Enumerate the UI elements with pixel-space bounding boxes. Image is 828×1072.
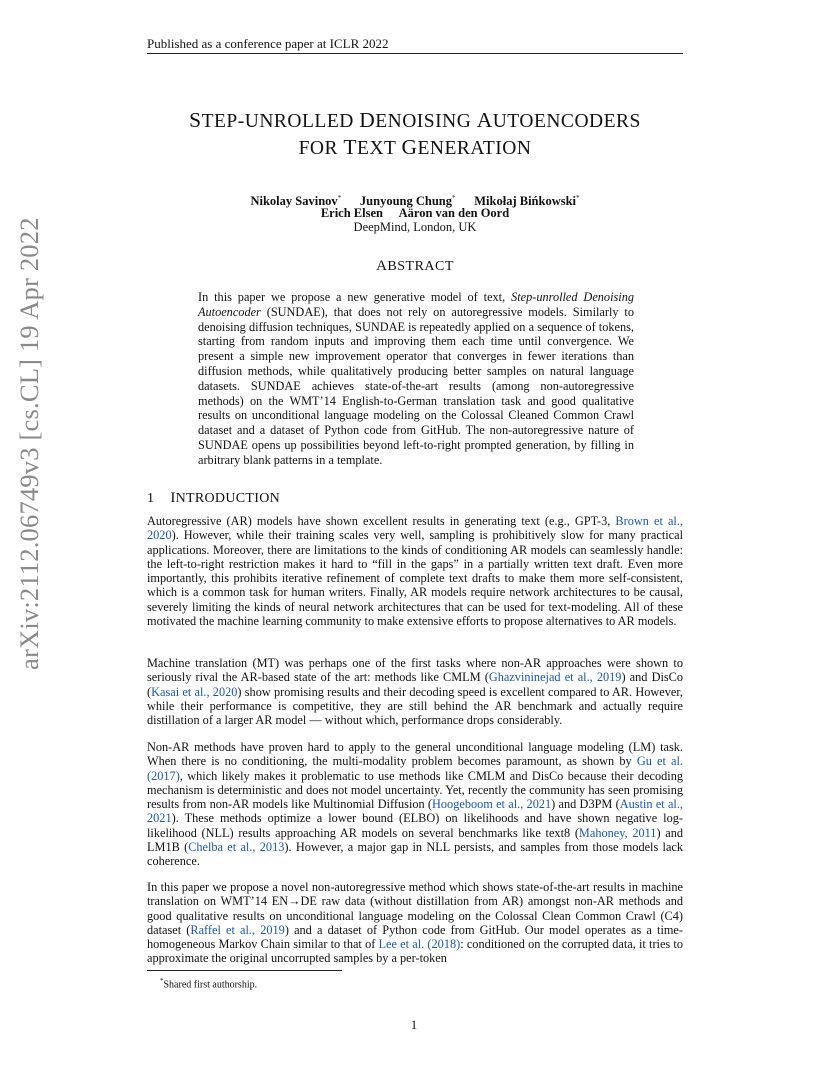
intro-paragraph-3: Non-AR methods have proven hard to apply to the general unconditional language modeling (LM) task. When there is no conditioning, the multi-modality problem becomes paramount, as shown by Gu et al. (2017), which likely makes it problematic to use methods like CMLM and DisCo because their decoding mechanism is deterministic and does not model uncertainty. Yet, recently the community has seen promising results from non-AR models like Multinomial Diffusion (Hoogeboom et al., 2021) and D3PM (Austin et al., 2021). These methods optimize a lower bound (ELBO) on likelihoods and have shown negative log-likelihood (NLL) results approaching AR models on several benchmarks like text8 (Mahoney, 2011) and LM1B (Chelba et al., 2013). However, a major gap in NLL persists, and samples from those models lack coherence. bbox=[147, 740, 684, 869]
citation-link[interactable]: Brown et al., 2020 bbox=[147, 514, 683, 543]
citation-link[interactable]: Gu et al. (2017) bbox=[147, 754, 683, 783]
citation-link[interactable]: Kasai et al., 2020 bbox=[151, 684, 238, 699]
citation-link[interactable]: Ghazvininejad et al., 2019 bbox=[488, 670, 622, 685]
footnote-rule bbox=[147, 970, 342, 971]
author-name: Erich Elsen bbox=[320, 206, 383, 220]
affiliation: DeepMind, London, UK bbox=[353, 220, 477, 234]
citation-link[interactable]: Lee et al. (2018) bbox=[378, 937, 461, 952]
paper-title-line-2: FOR TEXT GENERATION bbox=[298, 135, 532, 159]
intro-paragraph-1: Autoregressive (AR) models have shown excellent results in generating text (e.g., GPT-3, Brown et al., 2020). However, while their training scales very well, sampling is prohibitively slow for many practical applications. Moreover, there are limitations to the kinds of conditioning AR models can seamlessly handle: the left-to-right restriction makes it hard to “fill in the gaps” in a partially written text draft. Even more importantly, this prohibits iterative refinement of complete text drafts to make them more self-consistent, which is a common task for human writers. Finally, AR models require network architectures to be causal, severely limiting the kinds of neural network architectures that can be used for text-modeling. All of these motivated the machine learning community to make extensive efforts to propose alternatives to AR models. bbox=[147, 514, 683, 629]
author-name: Aäron van den Oord bbox=[398, 206, 510, 220]
intro-paragraph-2: Machine translation (MT) was perhaps one of the first tasks where non-AR approaches were shown to seriously rival the AR-based state of the art: methods like CMLM (Ghazvininejad et al., 2019) and DisCo (Kasai et al., 2020) show promising results and their decoding speed is excellent compared to AR. However, while their performance is competitive, they are still behind the AR benchmark and actually require distillation of a larger AR model — without which, performance drops considerably. bbox=[147, 656, 683, 728]
page-number: 1 bbox=[410, 1018, 418, 1032]
paper-title-line-1: STEP-UNROLLED DENOISING AUTOENCODERS bbox=[189, 108, 641, 132]
arxiv-identifier: arXiv:2112.06749v3 [cs.CL] 19 Apr 2022 bbox=[14, 217, 44, 670]
citation-link[interactable]: Hoogeboom et al., 2021 bbox=[432, 797, 552, 812]
abstract-body: In this paper we propose a new generative model of text, Step-unrolled Denoising Autoencoder (SUNDAE), that does not rely on autoregressive models. Similarly to denoising diffusion techniques, SUNDAE is repeatedly applied on a sequence of tokens, starting from random inputs and improving them each time until convergence. We present a simple new improvement operator that converges in fewer iterations than diffusion methods, while qualitatively producing better samples on natural language datasets. SUNDAE achieves state-of-the-art results (among non-autoregressive methods) on the WMT’14 English-to-German translation task and good qualitative results on unconditional language modeling on the Colossal Cleaned Common Crawl dataset and a dataset of Python code from GitHub. The non-autoregressive nature of SUNDAE opens up possibilities beyond left-to-right prompted generation, by filling in arbitrary blank patterns in a template. bbox=[198, 290, 634, 467]
citation-link[interactable]: Raffel et al., 2019 bbox=[190, 922, 285, 937]
authors-line-1: Nikolay Savinov* Junyoung Chung* Mikołaj Bińkowski* bbox=[250, 194, 580, 209]
citation-link[interactable]: Austin et al., 2021 bbox=[147, 797, 683, 826]
citation-link[interactable]: Mahoney, 2011 bbox=[578, 825, 657, 840]
section-heading-introduction: 1 INTRODUCTION bbox=[147, 490, 281, 506]
authors-line-2 bbox=[140, 205, 690, 221]
author-name: Mikołaj Bińkowski bbox=[474, 194, 577, 209]
abstract-heading: ABSTRACT bbox=[376, 258, 454, 274]
footnote: *Shared first authorship. bbox=[160, 977, 258, 991]
author-name: Junyoung Chung bbox=[359, 194, 452, 209]
author-name: Nikolay Savinov bbox=[250, 194, 338, 209]
intro-paragraph-4: In this paper we propose a novel non-autoregressive method which shows state-of-the-art results in machine translation on WMT’14 EN→DE raw data (without distillation from AR) amongst non-AR methods and good qualitative results on unconditional language modeling on the Colossal Clean Common Crawl (C4) dataset (Raffel et al., 2019) and a dataset of Python code from GitHub. Our model operates as a time-homogeneous Markov Chain similar to that of Lee et al. (2018): conditioned on the corrupted data, it tries to approximate the original uncorrupted samples by a per-token bbox=[147, 880, 683, 966]
header-rule bbox=[147, 53, 683, 54]
citation-link[interactable]: Chelba et al., 2013 bbox=[188, 840, 285, 855]
running-header: Published as a conference paper at ICLR 2022 bbox=[147, 36, 389, 51]
